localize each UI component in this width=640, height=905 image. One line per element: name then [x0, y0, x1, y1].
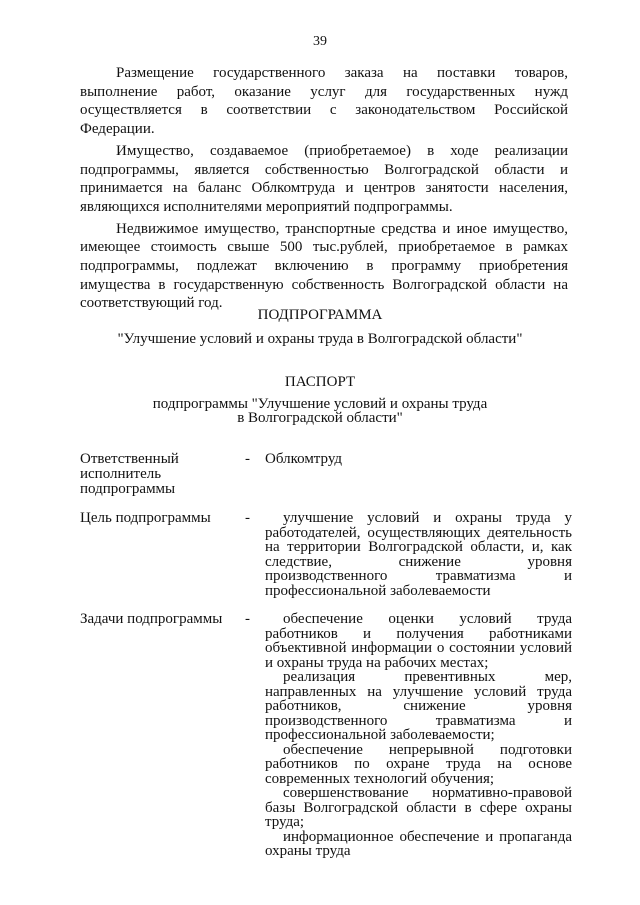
- row-value-item: совершенствование нормативно-правовой базы Волгоградской области в сфере охраны труда;: [265, 785, 572, 830]
- row-value-item: обеспечение оценки условий труда работников и получения работниками объективной информации о состоянии условий и охраны труда на рабочих местах;: [265, 611, 572, 671]
- passport-row-goal: [80, 511, 572, 598]
- row-value-item: реализация превентивных мер, направленных на улучшение условий труда работников, снижение уровня производственного травматизма и профессиональной заболеваемости;: [265, 669, 572, 743]
- row-value: [265, 452, 572, 497]
- passport-row-responsible: [80, 452, 572, 497]
- row-dash: -: [245, 510, 250, 526]
- passport-table: [80, 452, 572, 873]
- passport-row-tasks: [80, 612, 572, 859]
- row-value-item: Облкомтруд: [265, 451, 343, 467]
- paragraph-real-estate: Недвижимое имущество, транспортные средства и иное имущество, имеющее стоимость свыше 500 тыс.рублей, приобретаемое в рамках подпрограммы, подлежат включению в программу приобретения имущества в государственную собственность Волгоградской области на соответствующий год.: [80, 220, 568, 312]
- subprogram-heading: ПОДПРОГРАММА: [257, 307, 383, 323]
- passport-subheading: [0, 397, 640, 425]
- subprogram-name: "Улучшение условий и охраны труда в Волгоградской области": [117, 331, 523, 347]
- passport-subheading-line-2: в Волгоградской области": [237, 410, 403, 426]
- row-value: [265, 511, 572, 598]
- page-number: 39: [313, 34, 327, 49]
- row-dash: -: [245, 451, 250, 467]
- paragraph-procurement: Размещение государственного заказа на поставки товаров, выполнение работ, оказание услуг для государственных нужд осуществляется в соответствии с законодательством Российской Федерации.: [80, 65, 568, 138]
- body-text: [80, 64, 568, 316]
- row-value-item: улучшение условий и охраны труда у работодателей, осуществляющих деятельность на территории Волгоградской области, и, как следствие, снижение уровня производственного травматизма и профессиональной заболеваемости: [265, 510, 572, 599]
- row-dash: -: [245, 611, 250, 627]
- passport-subheading-line-1: подпрограммы "Улучшение условий и охраны труда: [152, 396, 488, 412]
- row-value-item: обеспечение непрерывной подготовки работников по охране труда на основе современных технологий обучения;: [265, 741, 572, 787]
- passport-heading: ПАСПОРТ: [284, 374, 356, 390]
- row-label: Задачи подпрограммы: [80, 611, 223, 627]
- row-label: Цель подпрограммы: [80, 510, 211, 526]
- row-value-item: информационное обеспечение и пропаганда охраны труда: [265, 828, 572, 859]
- row-label: Ответственный исполнитель подпрограммы: [80, 451, 179, 497]
- paragraph-property: Имущество, создаваемое (приобретаемое) в ходе реализации подпрограммы, является собственностью Волгоградской области и принимается на баланс Облкомтруда и центров занятости населения, являющихся исполнителями мероприятий подпрограммы.: [80, 142, 568, 215]
- row-value: [265, 612, 572, 859]
